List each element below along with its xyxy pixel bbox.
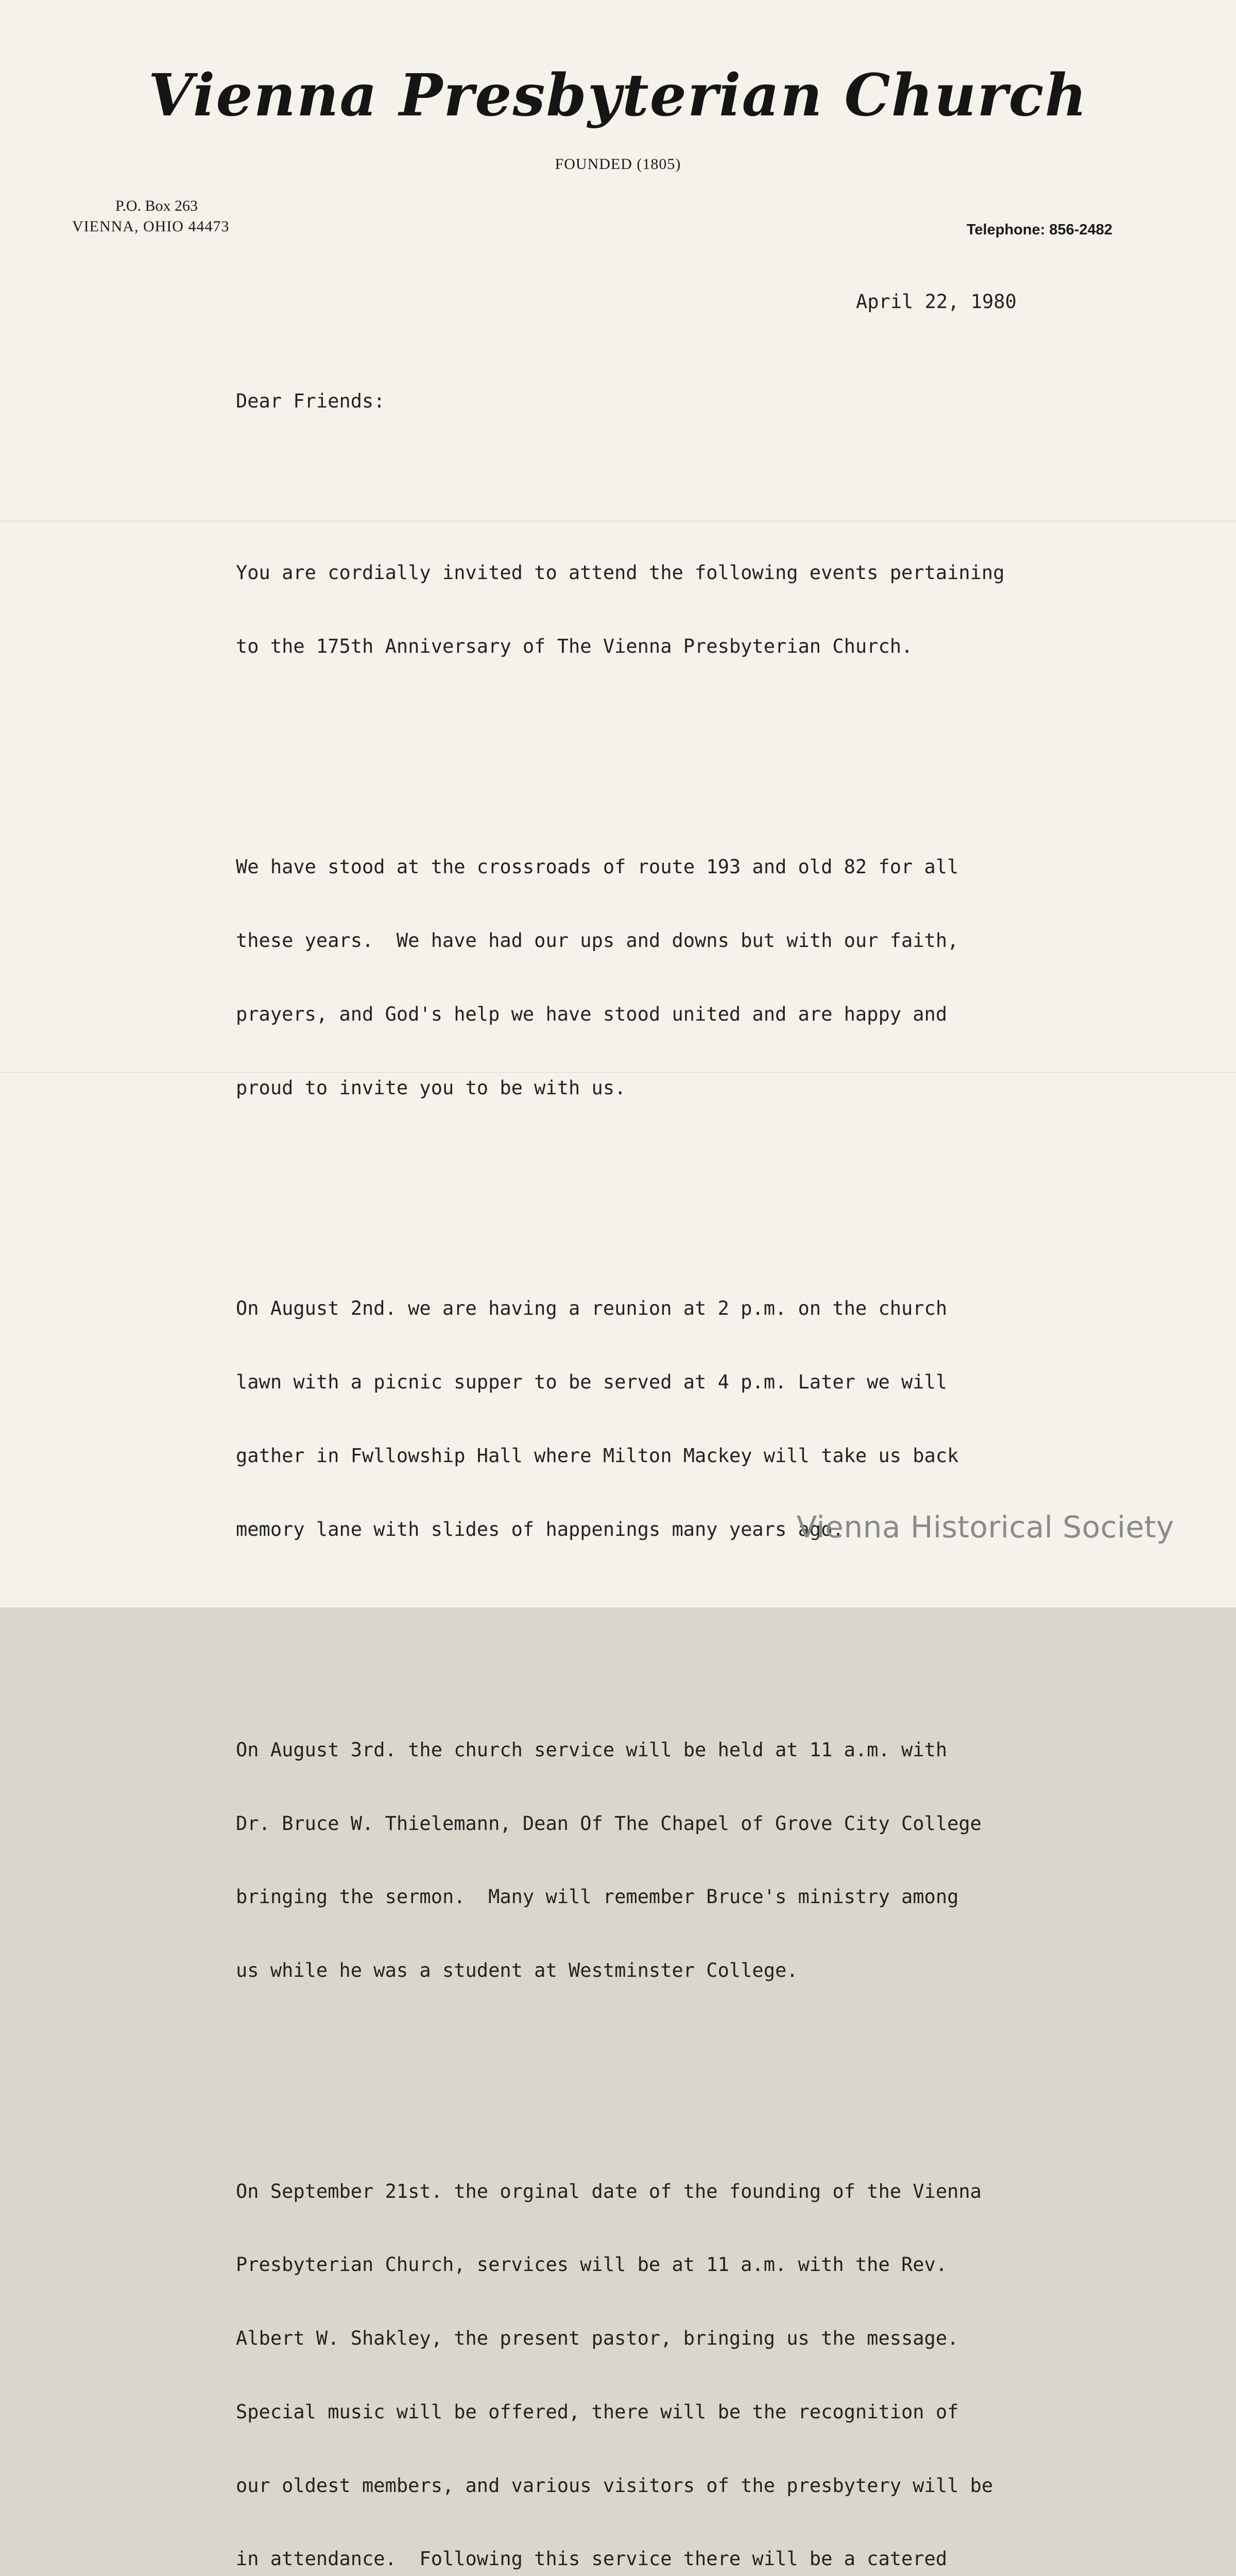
text-line: Albert W. Shakley, the present pastor, bringing us the message. (236, 2327, 959, 2350)
text-line: to the 175th Anniversary of The Vienna Presbyterian Church. (236, 635, 913, 658)
salutation: Dear Friends: (236, 390, 385, 413)
letter-body (236, 340, 1004, 2576)
watermark: Vienna Historical Society (796, 1510, 1174, 1545)
founded-year: FOUNDED (1805) (555, 156, 681, 173)
text-line: Dr. Bruce W. Thielemann, Dean Of The Chapel of Grove City College (236, 1812, 982, 1835)
text-line: Special music will be offered, there will be the recognition of (236, 2400, 959, 2423)
text-line: proud to invite you to be with us. (236, 1076, 626, 1099)
mailing-address (72, 196, 229, 237)
letter-date: April 22, 1980 (856, 291, 1017, 313)
paragraph (236, 512, 1004, 708)
paragraph (236, 806, 1004, 1149)
text-line: Presbyterian Church, services will be at 11 a.m. with the Rev. (236, 2253, 948, 2276)
paragraph (236, 1689, 1004, 2032)
text-line: bringing the sermon. Many will remember Bruce's ministry among (236, 1886, 959, 1908)
text-line: prayers, and God's help we have stood united and are happy and (236, 1003, 948, 1026)
church-name: Vienna Presbyterian Church (148, 62, 1088, 129)
paragraph (236, 2130, 1004, 2576)
text-line: On August 3rd. the church service will be held at 11 a.m. with (236, 1738, 948, 1761)
text-line: these years. We have had our ups and downs but with our faith, (236, 929, 959, 952)
text-line: memory lane with slides of happenings many years ago. (236, 1518, 844, 1540)
text-line: in attendance. Following this service there will be a catered (236, 2548, 948, 2570)
text-line: gather in Fwllowship Hall where Milton Mackey will take us back (236, 1444, 959, 1467)
text-line: our oldest members, and various visitors of the presbytery will be (236, 2474, 993, 2497)
address-city: VIENNA, OHIO 44473 (72, 218, 230, 235)
text-line: lawn with a picnic supper to be served at 4 p.m. Later we will (236, 1370, 948, 1393)
text-line: You are cordially invited to attend the following events pertaining (236, 562, 1005, 584)
text-line: We have stood at the crossroads of route 193 and old 82 for all (236, 856, 959, 878)
text-line: On September 21st. the orginal date of the founding of the Vienna (236, 2180, 982, 2202)
address-po-box: P.O. Box 263 (115, 197, 198, 214)
telephone: Telephone: 856-2482 (966, 222, 1112, 238)
text-line: us while he was a student at Westminster College. (236, 1959, 798, 1982)
text-line: On August 2nd. we are having a reunion at 2 p.m. on the church (236, 1297, 948, 1320)
